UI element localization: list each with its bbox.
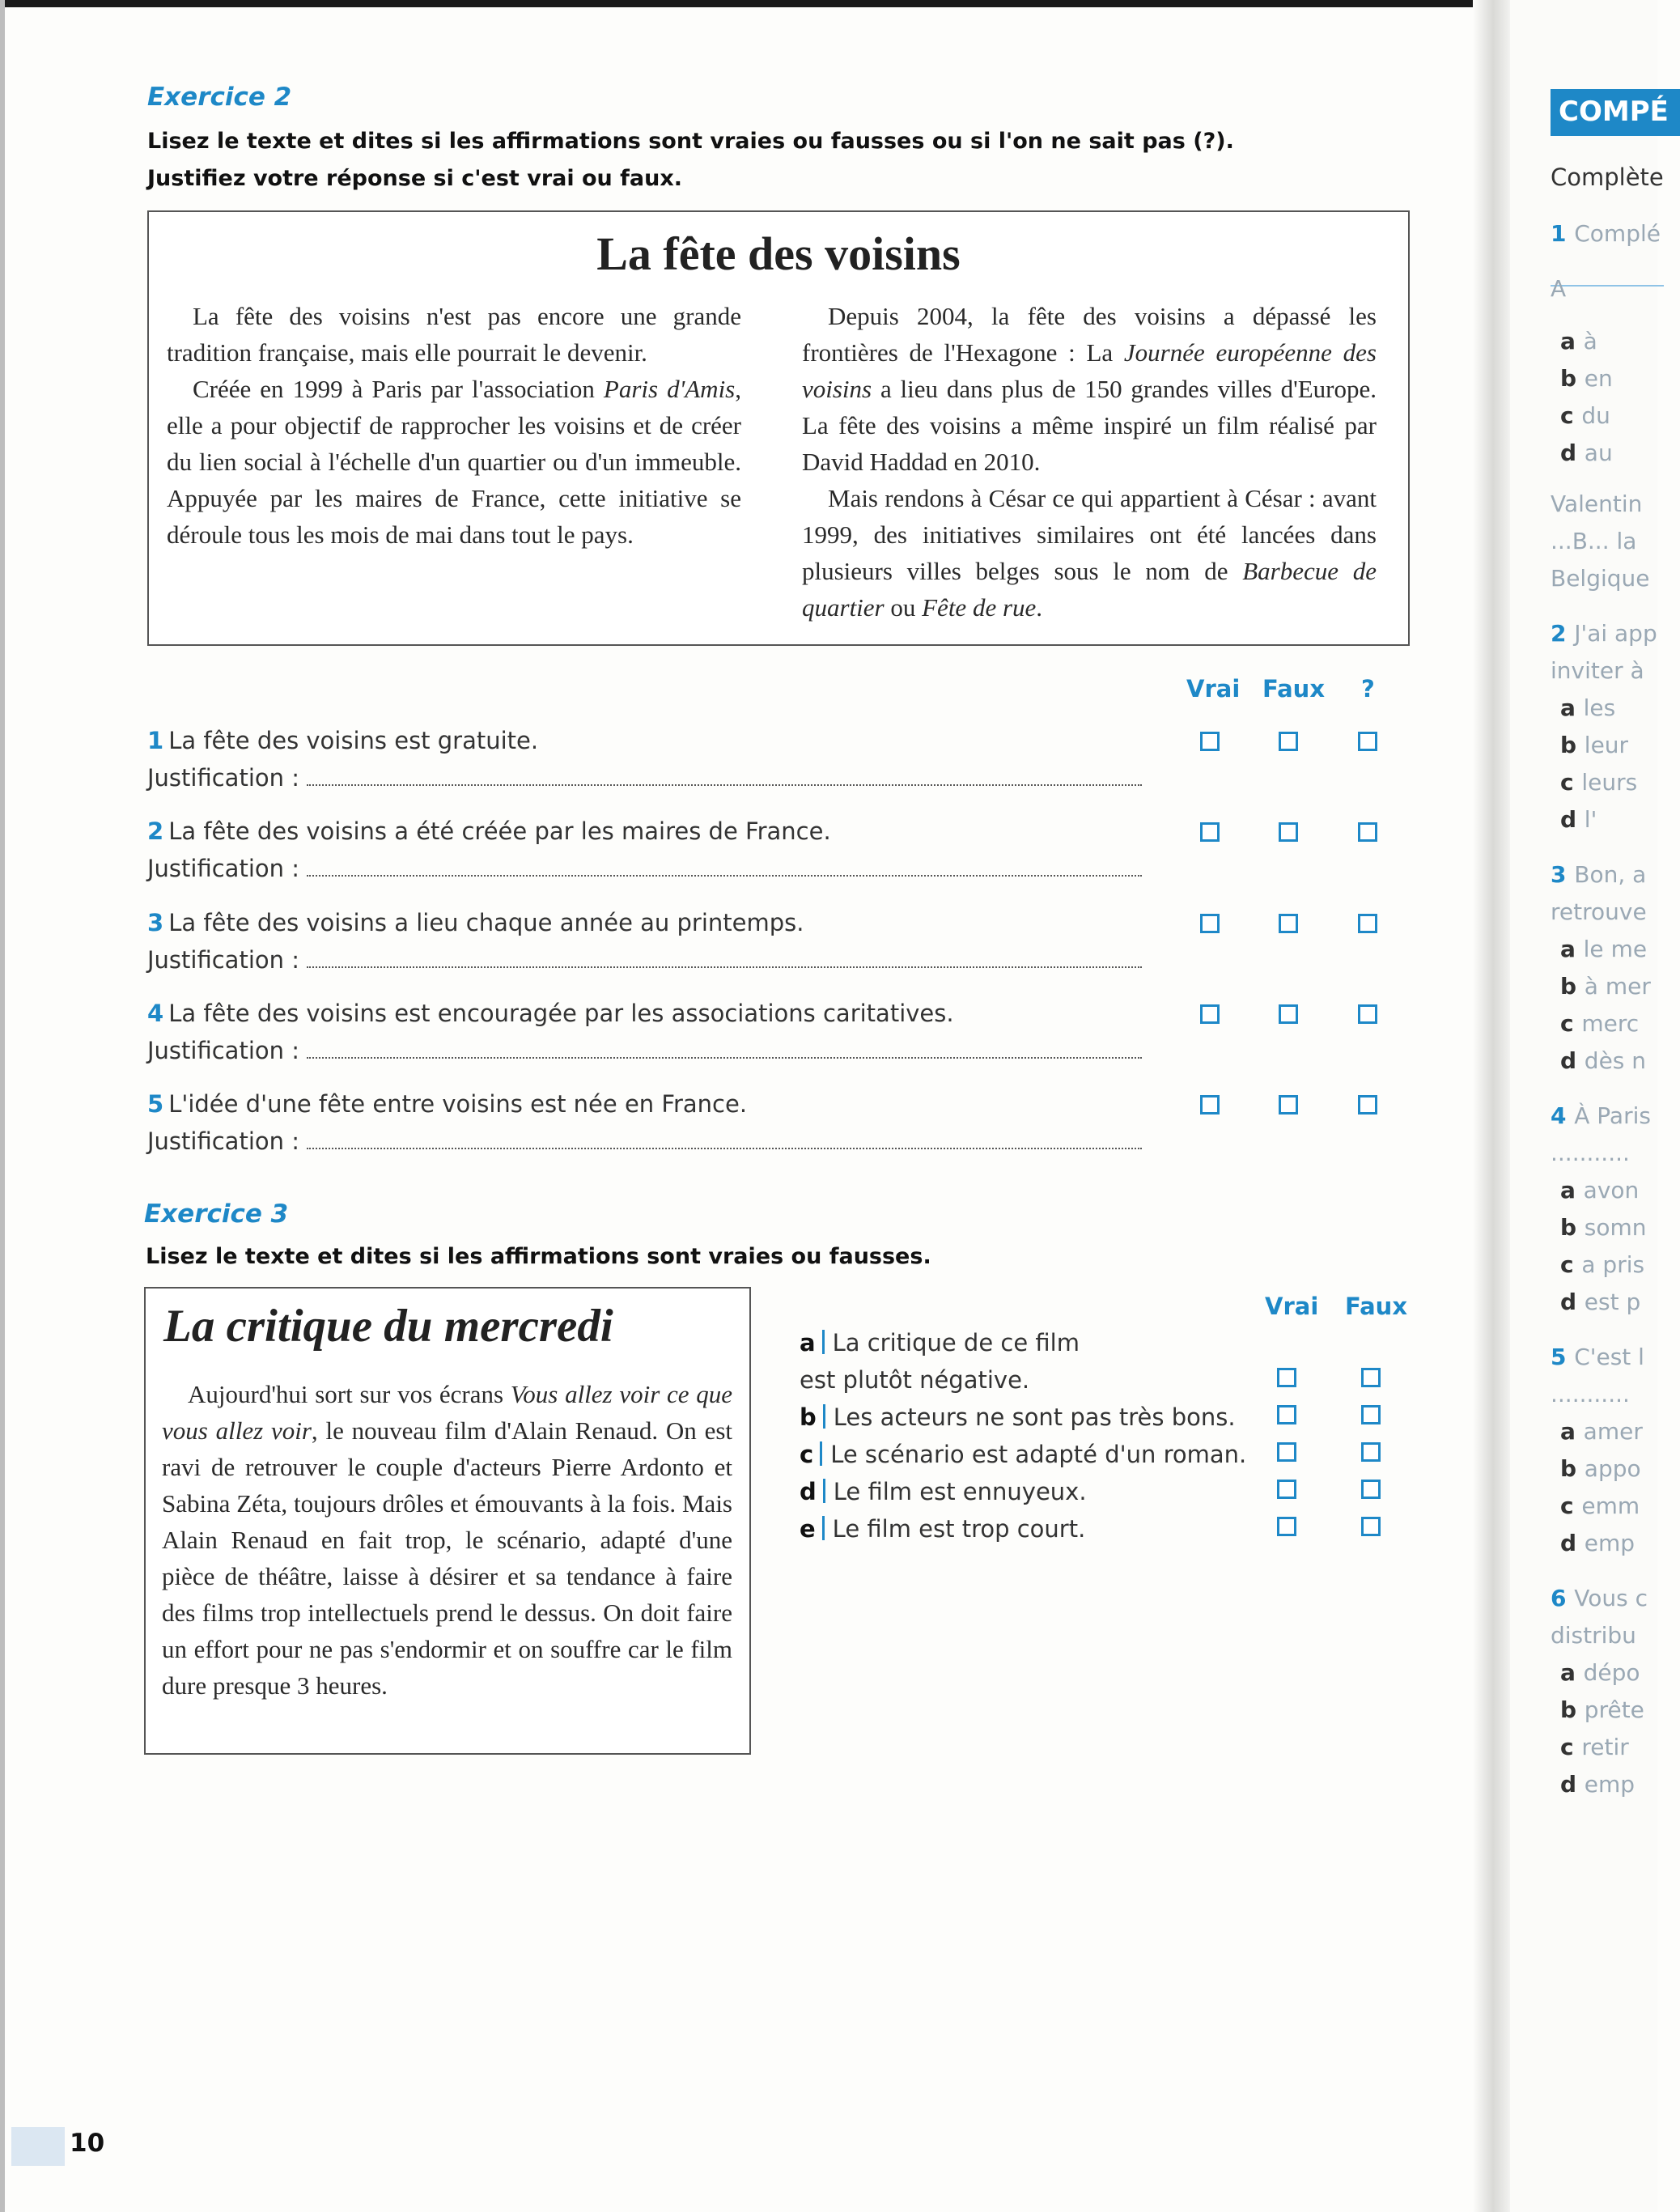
right-page-line-text: distribu [1551,1622,1636,1649]
right-page-line-text: dès n [1584,1047,1647,1074]
checkbox-q3-faux[interactable] [1279,914,1298,933]
checkbox-q4-vrai[interactable] [1200,1004,1220,1024]
question-number: 5 [147,1090,164,1118]
right-page-line [1551,657,1644,684]
right-page-line-marker: a [1560,328,1584,355]
question-text: La fête des voisins est encouragée par les associations caritatives. [168,1000,954,1027]
right-page-line-marker: c [1560,769,1582,796]
right-page-line-marker: c [1560,1734,1582,1760]
justification-label: Justification : [147,1037,299,1064]
header-faux: Faux [1262,675,1326,703]
checkbox-b-faux[interactable] [1361,1405,1381,1424]
checkbox-b-vrai[interactable] [1277,1405,1296,1424]
right-page-line-text: dépo [1583,1659,1640,1686]
right-page-line [1560,1492,1640,1519]
right-page-line [1560,732,1628,758]
right-page-subtitle: Complète [1551,163,1664,191]
right-page-divider [1551,285,1664,287]
right-page-line-marker: a [1560,1177,1584,1204]
article-title: La fête des voisins [596,227,961,280]
right-page-line-text: emm [1581,1492,1640,1519]
article-paragraph: Depuis 2004, la fête des voisins a dépassé les frontières de l'Hexagone : La Journée européenne des voisins a lieu dans plus de 150 grandes villes d'Europe. La fête des voisins a même inspiré un film réalisé par David Haddad en 2010. [802,302,1377,476]
right-page-line-marker: 4 [1551,1102,1575,1129]
right-page-line-text: leurs [1581,769,1638,796]
article-column-right [802,298,1377,626]
page-number: 10 [70,2129,105,2158]
right-page-line-text: Bon, a [1574,861,1647,888]
right-page-line-text: Valentin [1551,490,1643,517]
checkbox-q2-vrai[interactable] [1200,822,1220,842]
statement-b: b Les acteurs ne sont pas très bons. [800,1403,1236,1431]
right-page-line-text: Vous c [1574,1585,1648,1611]
checkbox-q1-vrai[interactable] [1200,732,1220,751]
book-gutter [1473,0,1510,2212]
right-page-line [1560,1214,1647,1241]
right-page-line [1551,1140,1630,1166]
right-page-line-text: leur [1584,732,1629,758]
right-page-line-text: retrouve [1551,898,1647,925]
statement-a: a La critique de ce film est plutôt négative. [800,1329,1080,1394]
question-text: La fête des voisins a lieu chaque année au printemps. [168,909,804,936]
justification-label: Justification : [147,1127,299,1155]
right-page-line [1551,898,1647,925]
right-page-line-text: est p [1584,1289,1641,1315]
right-page-line-text: le me [1583,936,1648,962]
right-page-line [1551,1381,1630,1407]
question-5 [147,1085,1142,1160]
exercise-3-title: Exercice 3 [144,1199,289,1229]
right-page-line [1551,1622,1636,1649]
right-page-line [1560,1530,1635,1556]
exercise-2-title: Exercice 2 [147,83,292,112]
right-page-line [1551,275,1566,302]
right-page-line-text: ........... [1551,1381,1630,1407]
right-page-line [1560,1455,1641,1482]
right-page-line [1560,1696,1644,1723]
question-text: La fête des voisins est gratuite. [168,727,539,754]
justification-label: Justification : [147,946,299,974]
statement-d: d Le film est ennuyeux. [800,1478,1087,1505]
right-page-line [1560,1659,1640,1686]
checkbox-q2-unknown[interactable] [1358,822,1377,842]
right-page-line-marker: d [1560,1047,1585,1074]
right-page-line-text: retir [1581,1734,1629,1760]
justification-field[interactable] [307,944,1142,968]
justification-field[interactable] [307,852,1142,877]
right-page-line-marker: 6 [1551,1585,1575,1611]
right-page-line-marker: 2 [1551,620,1575,647]
right-page-line [1551,565,1650,592]
right-page-line [1551,528,1636,554]
right-page-line [1560,1251,1644,1278]
right-page-line-text: somn [1584,1214,1647,1241]
right-page-line-marker: c [1560,1010,1582,1037]
exercise-2-instruction-line1: Lisez le texte et dites si les affirmations sont vraies ou fausses ou si l'on ne sait pas (?). [147,129,1234,154]
right-page-line [1560,1177,1639,1204]
right-page-line-text: emp [1584,1530,1635,1556]
right-page-line [1560,973,1651,1000]
question-number: 4 [147,1000,164,1027]
right-page-line-marker: 3 [1551,861,1575,888]
right-page-line-text: C'est l [1574,1344,1644,1370]
right-page-banner [1551,89,1680,136]
right-page-line [1560,1734,1629,1760]
right-page-line [1560,1289,1640,1315]
checkbox-q3-unknown[interactable] [1358,914,1377,933]
checkbox-q2-faux[interactable] [1279,822,1298,842]
right-page-line-marker: d [1560,1771,1585,1798]
right-page-line-text: au [1584,439,1613,466]
justification-field[interactable] [307,762,1142,786]
right-page-line [1551,1344,1644,1370]
statement-text: est plutôt négative. [800,1366,1030,1394]
checkbox-d-vrai[interactable] [1277,1480,1296,1499]
right-page-line-text: appo [1584,1455,1641,1482]
right-page-line-text: les [1583,694,1616,721]
critique-paragraph: Aujourd'hui sort sur vos écrans Vous allez voir ce que vous allez voir, le nouveau film d'Alain Renaud. On est ravi de retrouver le couple d'acteurs Pierre Ardonto et Sabina Zéta, toujours drôles et émouvants à la fois. Mais Alain Renaud en fait trop, le scénario, adapté d'une pièce de théâtre, laisse à désirer et sa tendance à faire des films trop intellectuels prend le dessus. On doit faire un effort pour ne pas s'endormir et on souffre car le film dure presque 3 heures. [162,1380,733,1700]
checkbox-q5-vrai[interactable] [1200,1095,1220,1114]
statement-text: La critique de ce film [832,1329,1080,1356]
right-page-line-marker: b [1560,732,1585,758]
right-page-line-text: en [1584,365,1613,392]
right-page-line-marker: d [1560,439,1585,466]
right-page-line [1560,769,1637,796]
statement-text: Le scénario est adapté d'un roman. [830,1441,1247,1468]
justification-label: Justification : [147,764,299,792]
question-number: 1 [147,727,164,754]
right-page-line-text: du [1581,402,1610,429]
question-4 [147,995,1142,1069]
right-page-line-text: Belgique [1551,565,1650,592]
checkbox-d-faux[interactable] [1361,1480,1381,1499]
ex3-header-faux: Faux [1345,1293,1408,1320]
critique-title: La critique du mercredi [163,1301,613,1352]
right-page-line-text: merc [1581,1010,1640,1037]
checkbox-q5-faux[interactable] [1279,1095,1298,1114]
right-page-line-marker: a [1560,1659,1584,1686]
justification-field[interactable] [307,1125,1142,1149]
checkbox-e-vrai[interactable] [1277,1517,1296,1536]
critique-body [162,1376,732,1704]
ex3-header-vrai: Vrai [1265,1293,1319,1320]
right-page-line-text: avon [1583,1177,1640,1204]
right-page-line [1551,1102,1651,1129]
statement-text: Les acteurs ne sont pas très bons. [833,1403,1236,1431]
right-page-line-text: a pris [1581,1251,1645,1278]
right-page-line-marker: d [1560,806,1585,833]
checkbox-q5-unknown[interactable] [1358,1095,1377,1114]
right-page-line-text: À Paris [1574,1102,1651,1129]
right-page-line-marker: a [1560,694,1584,721]
right-page-line-text: ...B... la [1551,528,1637,554]
right-page-line [1560,1010,1639,1037]
exercise-2-instructions [147,123,1410,197]
page-number-box [11,2127,65,2166]
article-column-left [167,298,741,553]
right-page-line-text: emp [1584,1771,1635,1798]
checkbox-q1-unknown[interactable] [1358,732,1377,751]
statement-text: Le film est trop court. [832,1515,1086,1543]
top-edge [0,0,1657,7]
checkbox-c-vrai[interactable] [1277,1442,1296,1462]
checkbox-q1-faux[interactable] [1279,732,1298,751]
header-unknown: ? [1361,675,1375,703]
right-page-line [1560,365,1613,392]
right-page-line-text: A [1551,275,1567,302]
checkbox-a-vrai[interactable] [1277,1368,1296,1387]
question-2 [147,813,1142,887]
article-box-fete-voisins [147,210,1410,646]
right-page-line-text: prête [1584,1696,1644,1723]
right-page-line-marker: a [1560,936,1584,962]
checkbox-q4-unknown[interactable] [1358,1004,1377,1024]
right-page-line-marker: b [1560,973,1585,1000]
right-page-line-marker: a [1560,1418,1584,1445]
justification-field[interactable] [307,1034,1142,1059]
right-page [1510,0,1669,2212]
right-page-line-text: J'ai app [1574,620,1657,647]
right-page-line-text: l' [1584,806,1597,833]
right-page-line-marker: d [1560,1530,1585,1556]
question-text: L'idée d'une fête entre voisins est née en France. [168,1090,748,1118]
statement-text: Le film est ennuyeux. [833,1478,1087,1505]
statement-c: c Le scénario est adapté d'un roman. [800,1441,1247,1468]
checkbox-q3-vrai[interactable] [1200,914,1220,933]
right-page-line [1560,1771,1635,1798]
right-page-line-marker: b [1560,1455,1585,1482]
right-page-line-marker: b [1560,365,1585,392]
article-paragraph: Créée en 1999 à Paris par l'association Paris d'Amis, elle a pour objectif de rapprocher les voisins et de créer du lien social à l'échelle d'un quartier ou d'un immeuble. Appuyée par les maires de France, cette initiative se déroule tous les mois de mai dans tout le pays. [167,375,741,549]
right-page-line [1551,220,1661,247]
statement-e: e Le film est trop court. [800,1515,1086,1543]
question-number: 2 [147,817,164,845]
right-page-line [1560,936,1647,962]
checkbox-e-faux[interactable] [1361,1517,1381,1536]
right-page-line [1560,1418,1643,1445]
article-box-critique [144,1287,751,1755]
exercise-2-instruction-line2: Justifiez votre réponse si c'est vrai ou faux. [147,166,683,191]
right-page-banner-text: COMPÉ [1559,96,1669,128]
right-page-line-marker: c [1560,402,1582,429]
right-page-line [1551,490,1642,517]
right-page-line [1551,861,1646,888]
right-page-line-marker: c [1560,1492,1582,1519]
right-page-line-text: à [1583,328,1597,355]
checkbox-c-faux[interactable] [1361,1442,1381,1462]
left-edge [0,0,5,2212]
right-page-line-text: Complé [1574,220,1661,247]
right-page-line-marker: c [1560,1251,1582,1278]
right-page-line-marker: b [1560,1696,1585,1723]
article-paragraph: Mais rendons à César ce qui appartient à César : avant 1999, des initiatives similaires ont été lancées dans plusieurs villes belges sous le nom de Barbecue de quartier ou Fête de rue. [802,484,1377,622]
right-page-line-marker: b [1560,1214,1585,1241]
right-page-line-marker: d [1560,1289,1585,1315]
checkbox-a-faux[interactable] [1361,1368,1381,1387]
right-page-line-marker: 1 [1551,220,1575,247]
right-page-line [1551,1585,1648,1611]
right-page-line [1551,620,1657,647]
right-page-line-text: ........... [1551,1140,1630,1166]
justification-label: Justification : [147,855,299,882]
header-vrai: Vrai [1186,675,1241,703]
right-page-line [1560,694,1615,721]
exercise-3-instruction: Lisez le texte et dites si les affirmations sont vraies ou fausses. [146,1244,931,1269]
question-text: La fête des voisins a été créée par les maires de France. [168,817,831,845]
question-1 [147,722,1142,796]
checkbox-q4-faux[interactable] [1279,1004,1298,1024]
article-paragraph: La fête des voisins n'est pas encore une grande tradition française, mais elle pourrait le devenir. [167,302,741,367]
right-page-line [1560,806,1597,833]
right-page-line-marker: 5 [1551,1344,1575,1370]
right-page-line [1560,402,1610,429]
right-page-line-text: inviter à [1551,657,1644,684]
right-page-line-text: à mer [1584,973,1651,1000]
question-3 [147,904,1142,979]
right-page-line [1560,439,1613,466]
right-page-line [1560,1047,1646,1074]
right-page-line [1560,328,1597,355]
question-number: 3 [147,909,164,936]
right-page-line-text: amer [1583,1418,1643,1445]
